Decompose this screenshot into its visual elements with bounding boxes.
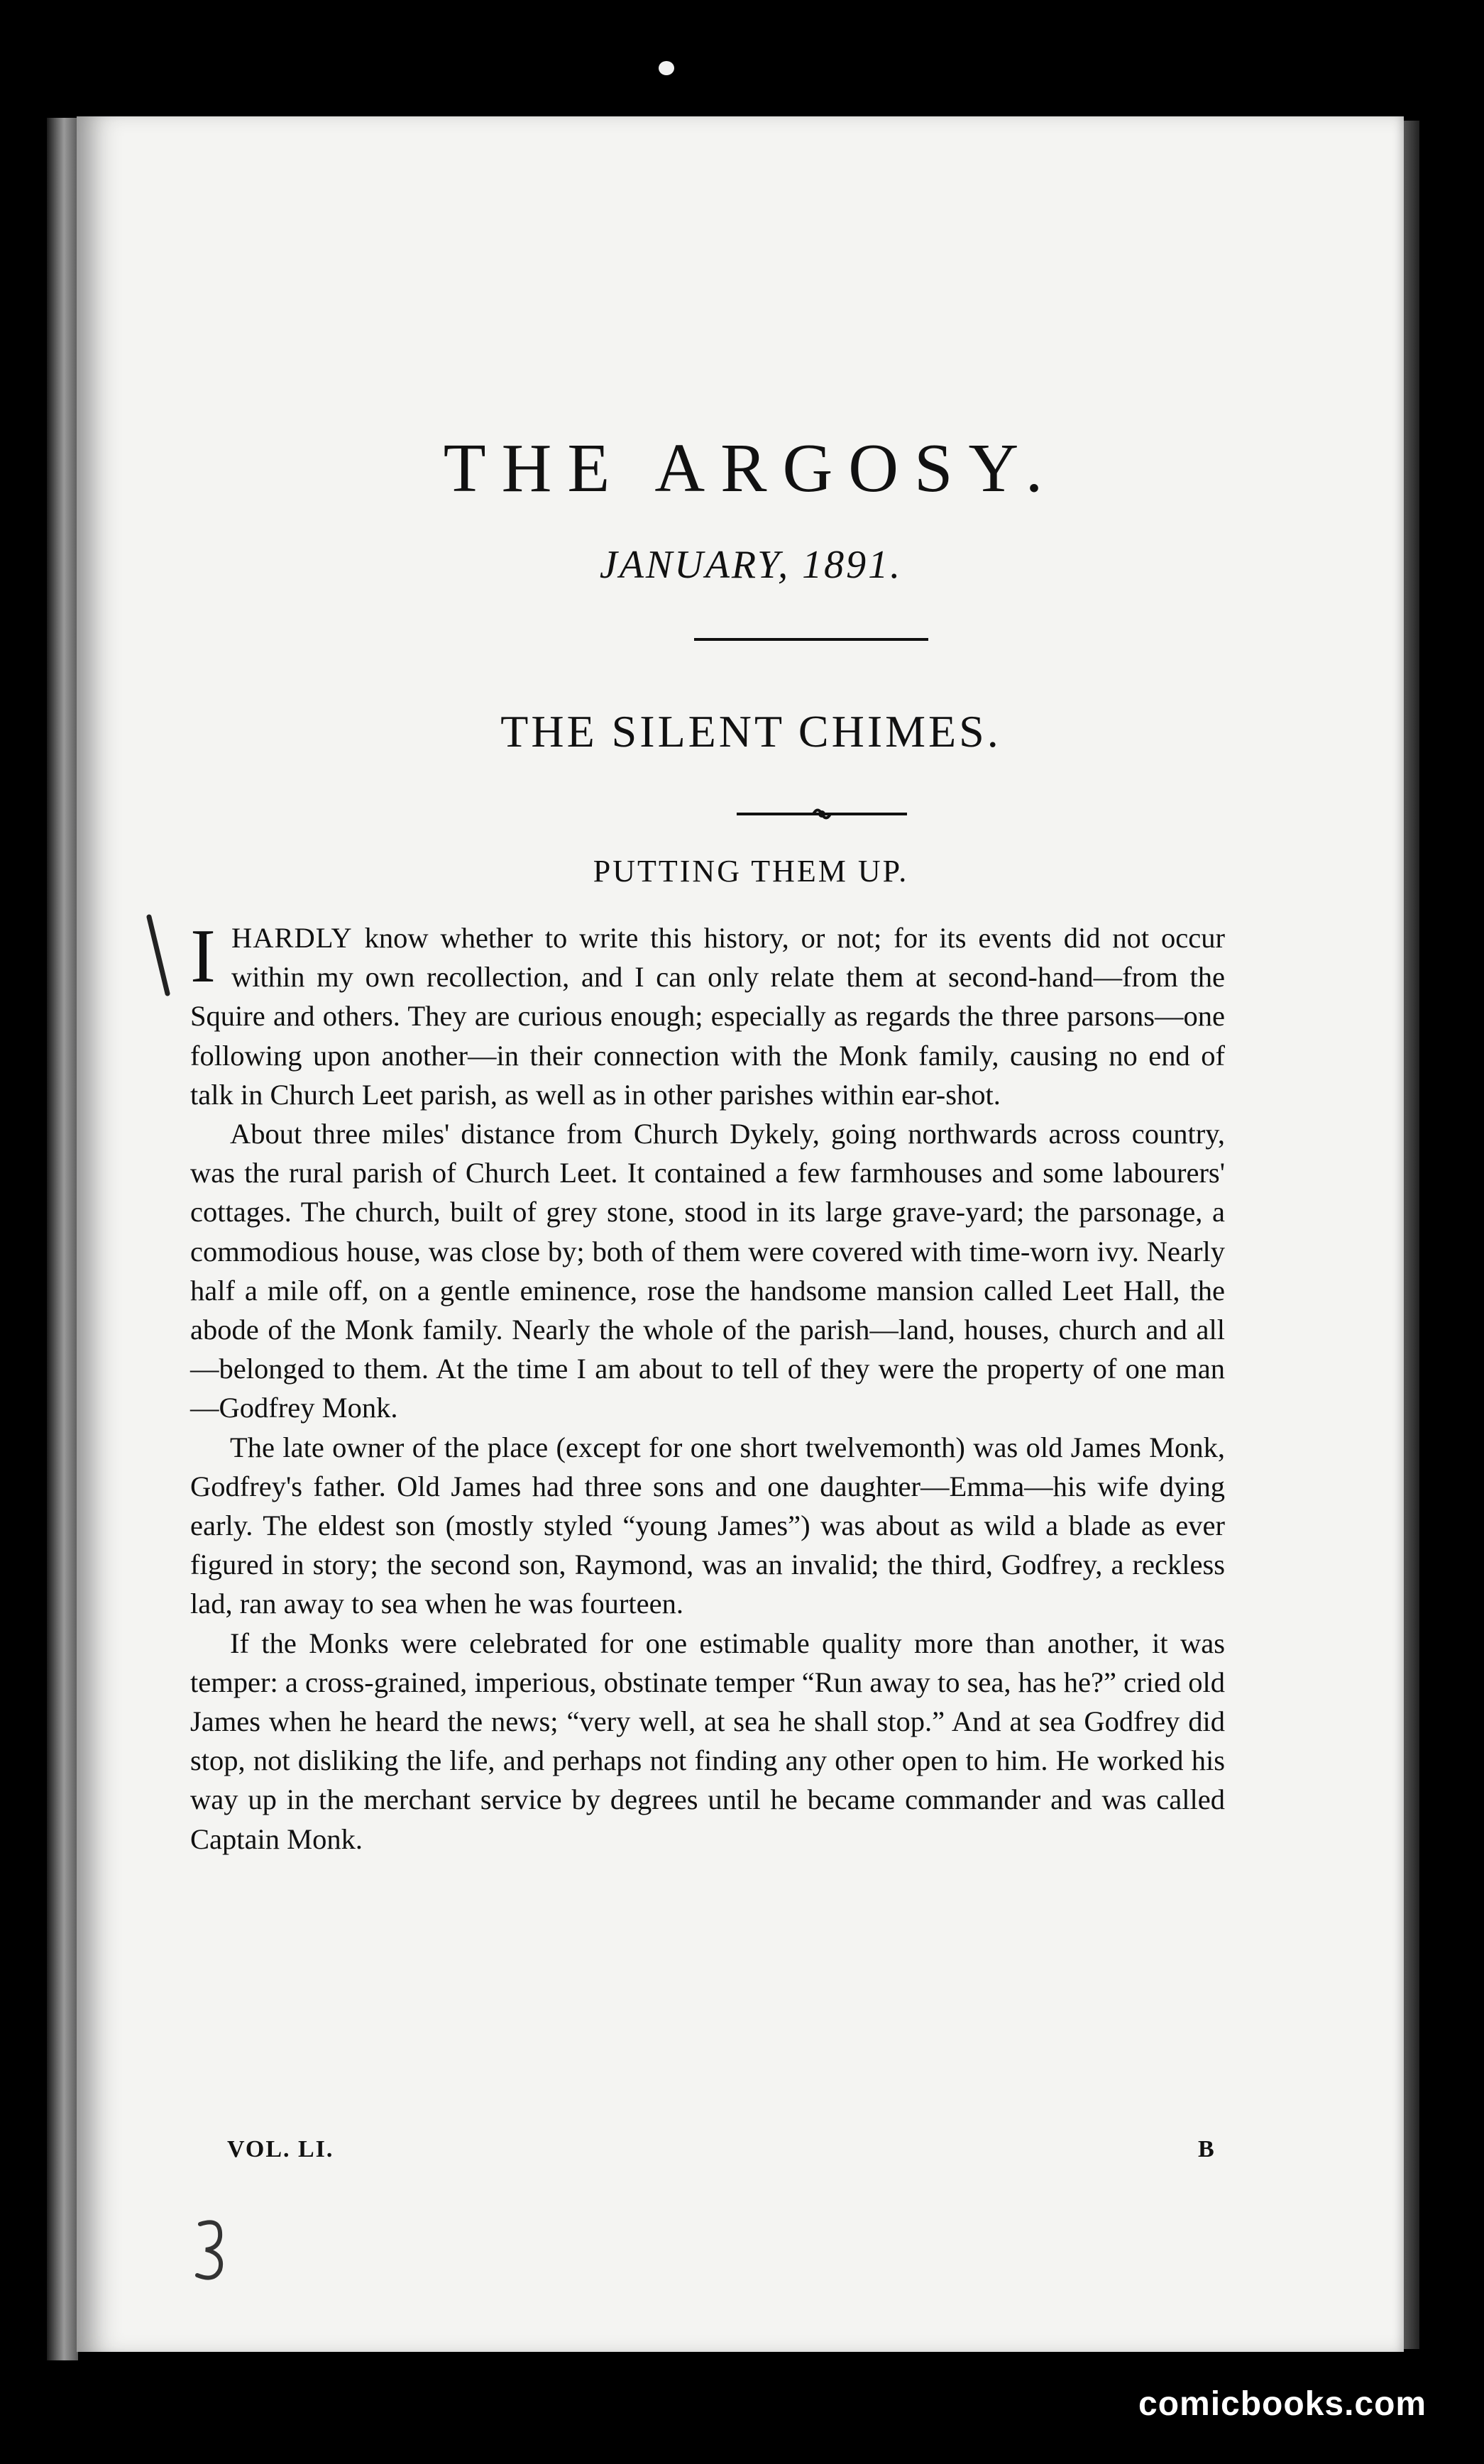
signature-mark: B: [1198, 2136, 1214, 2162]
binding-dot: [659, 61, 674, 75]
book-spine: [47, 118, 78, 2360]
paragraph-1: [190, 914, 1225, 1114]
story-title: THE SILENT CHIMES.: [500, 706, 1001, 757]
story-body: [190, 914, 1225, 1859]
site-watermark: comicbooks.com: [1138, 2385, 1427, 2423]
chapter-title: PUTTING THEM UP.: [593, 854, 909, 889]
pencil-mark-icon: [145, 914, 173, 999]
opening-word: HARDLY: [231, 922, 353, 954]
divider-rule: [694, 638, 928, 641]
issue-date: JANUARY, 1891.: [599, 543, 903, 587]
magazine-masthead: THE ARGOSY.: [443, 430, 1059, 507]
volume-label: VOL. LI.: [227, 2136, 334, 2162]
paragraph-3: The late owner of the place (except for one short twelvemonth) was old James Monk, Godfrey's father. Old James had three sons and one daughter—Emma—his wife dying early. The eldest son (mostly styled “young James”) was about as wild a blade as ever figured in story; the second son, Raymond, was an invalid; the third, Godfrey, a reckless lad, ran away to sea when he was fourteen.: [190, 1431, 1225, 1620]
paragraph-1-text: know whether to write this history, or not; for its events did not occur within my own recollection, and I can only relate them at second-hand—from the Squire and others. They are curious enough; especially as regards the three parsons—one following upon another—in their connection with the Monk family, causing no end of talk in Church Leet parish, as well as in other parishes within ear-shot.: [190, 922, 1225, 1111]
paragraph-4: If the Monks were celebrated for one estimable quality more than another, it was temper: a cross-grained, imperious, obstinate temper “Run away to sea, has he?” cried old James when he heard the news; “very well, at sea he shall stop.” And at sea Godfrey did stop, not disliking the life, and perhaps not finding any other open to him. He worked his way up in the merchant service by degrees until he became commander and was called Captain Monk.: [190, 1627, 1225, 1855]
pencil-numeral-icon: [190, 2213, 233, 2284]
drop-cap: I: [190, 914, 216, 999]
ornament-divider-icon: [737, 803, 907, 825]
paragraph-2: About three miles' distance from Church Dykely, going northwards across country, was the rural parish of Church Leet. It contained a few farmhouses and some labourers' cottages. The church, built of grey stone, stood in its large grave-yard; the parsonage, a commodious house, was close by; both of them were covered with time-worn ivy. Nearly half a mile off, on a gentle eminence, rose the handsome mansion called Leet Hall, the abode of the Monk family. Nearly the whole of the parish—land, houses, church and all—belonged to them. At the time I am about to tell of they were the property of one man—Godfrey Monk.: [190, 1118, 1225, 1424]
book-page: [77, 116, 1404, 2352]
